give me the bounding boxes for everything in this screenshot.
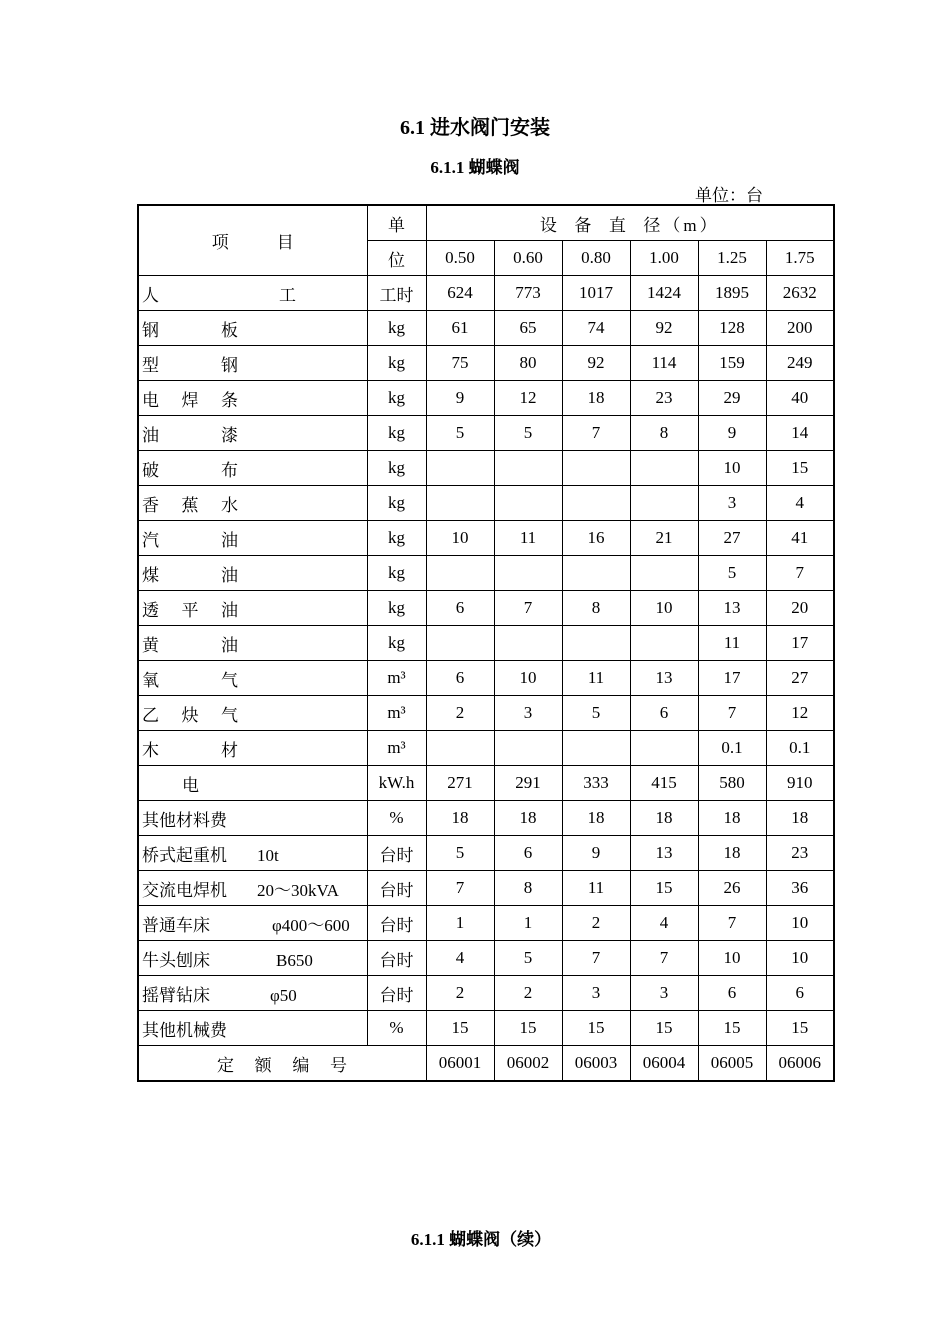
item-name-char: 油 bbox=[221, 565, 238, 585]
value-cell: 23 bbox=[766, 836, 834, 871]
value-cell: 1895 bbox=[698, 276, 766, 311]
value-cell: 10 bbox=[766, 941, 834, 976]
item-name-char: 条 bbox=[221, 390, 238, 410]
table-row bbox=[138, 766, 834, 801]
item-name: 牛头刨床 bbox=[142, 950, 210, 970]
item-name-char: 油 bbox=[221, 600, 238, 620]
table-row bbox=[138, 661, 834, 696]
table-row bbox=[138, 626, 834, 661]
value-cell: 12 bbox=[494, 381, 562, 416]
item-name-char: 气 bbox=[221, 670, 238, 690]
item-name-cell bbox=[138, 836, 367, 871]
value-cell: 6 bbox=[494, 836, 562, 871]
value-cell bbox=[426, 451, 494, 486]
item-name bbox=[142, 281, 296, 306]
item-name bbox=[142, 736, 238, 761]
unit-cell: 工时 bbox=[367, 276, 426, 311]
value-cell: 14 bbox=[766, 416, 834, 451]
table-row bbox=[138, 731, 834, 766]
value-cell: 7 bbox=[562, 416, 630, 451]
header-item-char: 目 bbox=[276, 233, 294, 252]
unit-cell: kg bbox=[367, 311, 426, 346]
item-name-cell bbox=[138, 696, 367, 731]
item-name-char: 氧 bbox=[142, 670, 159, 690]
quota-code-row bbox=[138, 1046, 834, 1082]
header-diameter-group: 设 备 直 径（m） bbox=[426, 205, 834, 241]
value-cell: 13 bbox=[630, 661, 698, 696]
table-row bbox=[138, 556, 834, 591]
value-cell: 15 bbox=[562, 1011, 630, 1046]
value-cell: 15 bbox=[766, 1011, 834, 1046]
item-name-char: 人 bbox=[142, 285, 159, 305]
item-name-char: 钢 bbox=[221, 355, 238, 375]
value-cell: 5 bbox=[494, 941, 562, 976]
item-name bbox=[142, 351, 238, 376]
value-cell: 580 bbox=[698, 766, 766, 801]
value-cell: 36 bbox=[766, 871, 834, 906]
value-cell: 16 bbox=[562, 521, 630, 556]
value-cell: 29 bbox=[698, 381, 766, 416]
table-row bbox=[138, 1011, 834, 1046]
item-name-cell bbox=[138, 381, 367, 416]
value-cell: 7 bbox=[494, 591, 562, 626]
value-cell bbox=[426, 626, 494, 661]
item-spec: φ50 bbox=[270, 985, 297, 1005]
item-name-cell bbox=[138, 731, 367, 766]
unit-cell: 台时 bbox=[367, 836, 426, 871]
value-cell: 3 bbox=[494, 696, 562, 731]
item-name-char: 工 bbox=[279, 285, 296, 305]
item-name-cell bbox=[138, 346, 367, 381]
value-cell: 7 bbox=[562, 941, 630, 976]
quota-code: 06004 bbox=[630, 1046, 698, 1082]
table-row bbox=[138, 451, 834, 486]
value-cell: 415 bbox=[630, 766, 698, 801]
item-name-cell bbox=[138, 521, 367, 556]
item-name-char: 平 bbox=[181, 600, 199, 620]
continued-subtitle: 6.1.1 蝴蝶阀（续） bbox=[410, 1230, 552, 1249]
value-cell: 5 bbox=[426, 836, 494, 871]
value-cell: 18 bbox=[698, 836, 766, 871]
value-cell: 5 bbox=[562, 696, 630, 731]
item-name bbox=[142, 561, 238, 586]
item-name: 其他材料费 bbox=[142, 810, 227, 830]
value-cell: 17 bbox=[698, 661, 766, 696]
item-name-char: 油 bbox=[221, 635, 238, 655]
item-name-cell bbox=[138, 486, 367, 521]
table-row bbox=[138, 906, 834, 941]
value-cell: 27 bbox=[766, 661, 834, 696]
unit-cell: kg bbox=[367, 346, 426, 381]
table-row bbox=[138, 381, 834, 416]
value-cell: 61 bbox=[426, 311, 494, 346]
item-name-cell bbox=[138, 766, 367, 801]
table-row bbox=[138, 486, 834, 521]
quota-code-label-char: 编 bbox=[292, 1055, 310, 1075]
value-cell bbox=[630, 731, 698, 766]
item-name bbox=[142, 701, 238, 726]
value-cell bbox=[562, 451, 630, 486]
value-cell: 13 bbox=[698, 591, 766, 626]
unit-cell: m³ bbox=[367, 696, 426, 731]
unit-cell: 台时 bbox=[367, 941, 426, 976]
quota-code-label bbox=[138, 1046, 426, 1082]
header-row-1 bbox=[138, 205, 834, 241]
item-spec: B650 bbox=[276, 950, 313, 970]
value-cell: 3 bbox=[562, 976, 630, 1011]
value-cell: 11 bbox=[562, 871, 630, 906]
value-cell: 8 bbox=[630, 416, 698, 451]
item-name-char: 木 bbox=[142, 740, 159, 760]
item-name-cell bbox=[138, 556, 367, 591]
item-name-char: 漆 bbox=[221, 425, 238, 445]
item-name: 交流电焊机 bbox=[142, 880, 227, 900]
value-cell: 4 bbox=[426, 941, 494, 976]
unit-cell: kg bbox=[367, 626, 426, 661]
value-cell: 15 bbox=[766, 451, 834, 486]
item-name-cell bbox=[138, 1011, 367, 1046]
item-name-char: 蕉 bbox=[181, 495, 199, 515]
header-unit-bottom: 位 bbox=[367, 241, 426, 276]
unit-cell: m³ bbox=[367, 731, 426, 766]
value-cell: 27 bbox=[698, 521, 766, 556]
quota-code-label-char: 定 bbox=[217, 1055, 234, 1075]
value-cell: 18 bbox=[562, 801, 630, 836]
item-name bbox=[142, 456, 238, 481]
item-name-cell bbox=[138, 871, 367, 906]
unit-cell: kg bbox=[367, 381, 426, 416]
value-cell bbox=[562, 556, 630, 591]
value-cell: 20 bbox=[766, 591, 834, 626]
value-cell: 2 bbox=[426, 976, 494, 1011]
table-row bbox=[138, 591, 834, 626]
value-cell: 40 bbox=[766, 381, 834, 416]
value-cell bbox=[494, 556, 562, 591]
value-cell: 1 bbox=[426, 906, 494, 941]
quota-code: 06001 bbox=[426, 1046, 494, 1082]
value-cell: 65 bbox=[494, 311, 562, 346]
value-cell: 2 bbox=[562, 906, 630, 941]
item-name-char: 炔 bbox=[181, 705, 199, 725]
value-cell bbox=[562, 626, 630, 661]
unit-cell: kg bbox=[367, 416, 426, 451]
value-cell: 18 bbox=[698, 801, 766, 836]
value-cell: 5 bbox=[426, 416, 494, 451]
value-cell: 21 bbox=[630, 521, 698, 556]
value-cell: 1424 bbox=[630, 276, 698, 311]
unit-cell: % bbox=[367, 801, 426, 836]
value-cell: 10 bbox=[494, 661, 562, 696]
value-cell bbox=[426, 556, 494, 591]
item-name-char: 透 bbox=[142, 600, 159, 620]
item-name bbox=[142, 596, 238, 621]
value-cell: 6 bbox=[426, 661, 494, 696]
table-row bbox=[138, 976, 834, 1011]
value-cell: 0.1 bbox=[698, 731, 766, 766]
value-cell: 2632 bbox=[766, 276, 834, 311]
value-cell: 15 bbox=[630, 1011, 698, 1046]
item-name-cell bbox=[138, 661, 367, 696]
value-cell: 624 bbox=[426, 276, 494, 311]
unit-cell: kg bbox=[367, 521, 426, 556]
header-diameter: 0.50 bbox=[426, 241, 494, 276]
unit-cell: kg bbox=[367, 591, 426, 626]
value-cell: 2 bbox=[426, 696, 494, 731]
header-item-char: 项 bbox=[211, 233, 229, 252]
value-cell: 333 bbox=[562, 766, 630, 801]
value-cell: 10 bbox=[766, 906, 834, 941]
value-cell: 10 bbox=[426, 521, 494, 556]
item-name-cell bbox=[138, 416, 367, 451]
item-name: 普通车床 bbox=[142, 915, 210, 935]
value-cell: 12 bbox=[766, 696, 834, 731]
unit-cell: 台时 bbox=[367, 906, 426, 941]
value-cell bbox=[494, 731, 562, 766]
value-cell: 10 bbox=[630, 591, 698, 626]
page-title: 6.1 进水阀门安装 bbox=[400, 117, 550, 139]
item-name-cell bbox=[138, 591, 367, 626]
value-cell: 9 bbox=[562, 836, 630, 871]
table-row bbox=[138, 311, 834, 346]
value-cell: 8 bbox=[494, 871, 562, 906]
header-diameter: 1.75 bbox=[766, 241, 834, 276]
value-cell bbox=[494, 451, 562, 486]
value-cell: 249 bbox=[766, 346, 834, 381]
value-cell: 18 bbox=[494, 801, 562, 836]
value-cell: 10 bbox=[698, 451, 766, 486]
value-cell: 13 bbox=[630, 836, 698, 871]
value-cell: 8 bbox=[562, 591, 630, 626]
unit-cell: 台时 bbox=[367, 976, 426, 1011]
value-cell: 75 bbox=[426, 346, 494, 381]
value-cell: 773 bbox=[494, 276, 562, 311]
table-row bbox=[138, 941, 834, 976]
value-cell: 4 bbox=[766, 486, 834, 521]
item-name-char: 气 bbox=[221, 705, 238, 725]
value-cell: 6 bbox=[698, 976, 766, 1011]
item-name-cell bbox=[138, 311, 367, 346]
unit-cell: kW.h bbox=[367, 766, 426, 801]
value-cell: 74 bbox=[562, 311, 630, 346]
quota-code: 06006 bbox=[766, 1046, 834, 1082]
value-cell: 2 bbox=[494, 976, 562, 1011]
value-cell: 18 bbox=[766, 801, 834, 836]
item-name bbox=[142, 421, 238, 446]
value-cell: 15 bbox=[426, 1011, 494, 1046]
value-cell: 271 bbox=[426, 766, 494, 801]
item-name-cell bbox=[138, 976, 367, 1011]
header-diameter: 0.60 bbox=[494, 241, 562, 276]
value-cell: 23 bbox=[630, 381, 698, 416]
quota-code: 06005 bbox=[698, 1046, 766, 1082]
item-name: 电 bbox=[182, 775, 199, 795]
value-cell bbox=[630, 451, 698, 486]
item-name-cell bbox=[138, 276, 367, 311]
item-name-char: 油 bbox=[221, 530, 238, 550]
value-cell: 7 bbox=[426, 871, 494, 906]
value-cell: 5 bbox=[698, 556, 766, 591]
value-cell: 4 bbox=[630, 906, 698, 941]
value-cell: 3 bbox=[698, 486, 766, 521]
value-cell: 9 bbox=[698, 416, 766, 451]
value-cell bbox=[630, 486, 698, 521]
value-cell: 159 bbox=[698, 346, 766, 381]
value-cell bbox=[494, 486, 562, 521]
value-cell bbox=[630, 626, 698, 661]
unit-cell: % bbox=[367, 1011, 426, 1046]
item-name bbox=[142, 526, 238, 551]
item-spec: 10t bbox=[257, 845, 279, 865]
item-name bbox=[142, 666, 238, 691]
quota-code-label-char: 额 bbox=[254, 1055, 272, 1075]
item-name: 摇臂钻床 bbox=[142, 985, 210, 1005]
value-cell: 80 bbox=[494, 346, 562, 381]
value-cell: 1017 bbox=[562, 276, 630, 311]
table-row bbox=[138, 696, 834, 731]
value-cell: 910 bbox=[766, 766, 834, 801]
quota-code: 06003 bbox=[562, 1046, 630, 1082]
value-cell: 291 bbox=[494, 766, 562, 801]
quota-table bbox=[137, 204, 835, 1082]
item-name: 桥式起重机 bbox=[142, 845, 227, 865]
item-name-char: 煤 bbox=[142, 565, 159, 585]
unit-note: 单位：台 bbox=[695, 186, 763, 205]
item-spec: φ400～600 bbox=[272, 915, 350, 935]
value-cell: 15 bbox=[698, 1011, 766, 1046]
value-cell: 18 bbox=[426, 801, 494, 836]
value-cell: 15 bbox=[630, 871, 698, 906]
item-name-char: 水 bbox=[221, 495, 238, 515]
value-cell: 6 bbox=[766, 976, 834, 1011]
item-name-char: 汽 bbox=[142, 530, 159, 550]
item-name bbox=[142, 491, 238, 516]
table-row bbox=[138, 416, 834, 451]
item-name-cell bbox=[138, 906, 367, 941]
item-name-cell bbox=[138, 801, 367, 836]
value-cell: 7 bbox=[698, 906, 766, 941]
value-cell: 11 bbox=[494, 521, 562, 556]
header-diameter: 1.00 bbox=[630, 241, 698, 276]
item-name-cell bbox=[138, 626, 367, 661]
value-cell bbox=[426, 486, 494, 521]
item-name-char: 乙 bbox=[142, 705, 159, 725]
value-cell bbox=[630, 556, 698, 591]
unit-cell: 台时 bbox=[367, 871, 426, 906]
value-cell: 114 bbox=[630, 346, 698, 381]
value-cell: 7 bbox=[766, 556, 834, 591]
table-row bbox=[138, 801, 834, 836]
quota-table-body bbox=[138, 205, 834, 1081]
quota-code-label-char: 号 bbox=[329, 1055, 347, 1075]
value-cell: 7 bbox=[698, 696, 766, 731]
value-cell: 41 bbox=[766, 521, 834, 556]
value-cell bbox=[426, 731, 494, 766]
value-cell: 11 bbox=[698, 626, 766, 661]
table-row bbox=[138, 521, 834, 556]
value-cell: 11 bbox=[562, 661, 630, 696]
item-name-cell bbox=[138, 451, 367, 486]
unit-cell: kg bbox=[367, 556, 426, 591]
item-name bbox=[142, 316, 238, 341]
item-name bbox=[142, 631, 238, 656]
value-cell: 5 bbox=[494, 416, 562, 451]
item-name-char: 香 bbox=[142, 495, 159, 515]
value-cell: 26 bbox=[698, 871, 766, 906]
header-diameter: 1.25 bbox=[698, 241, 766, 276]
item-name-char: 破 bbox=[142, 460, 159, 480]
item-name-cell bbox=[138, 941, 367, 976]
table-row bbox=[138, 836, 834, 871]
header-item-cell bbox=[138, 205, 367, 276]
item-name-char: 钢 bbox=[142, 320, 159, 340]
table-row bbox=[138, 276, 834, 311]
value-cell bbox=[494, 626, 562, 661]
value-cell: 6 bbox=[426, 591, 494, 626]
value-cell: 200 bbox=[766, 311, 834, 346]
item-name-char: 黄 bbox=[142, 635, 159, 655]
item-name-char: 布 bbox=[221, 460, 238, 480]
unit-cell: kg bbox=[367, 451, 426, 486]
item-name bbox=[142, 386, 238, 411]
value-cell: 9 bbox=[426, 381, 494, 416]
table-row bbox=[138, 871, 834, 906]
item-name-char: 油 bbox=[142, 425, 159, 445]
quota-code: 06002 bbox=[494, 1046, 562, 1082]
value-cell: 92 bbox=[562, 346, 630, 381]
value-cell: 7 bbox=[630, 941, 698, 976]
item-name-char: 板 bbox=[221, 320, 238, 340]
item-name: 其他机械费 bbox=[142, 1020, 227, 1040]
value-cell bbox=[562, 731, 630, 766]
value-cell: 18 bbox=[562, 381, 630, 416]
header-diameter: 0.80 bbox=[562, 241, 630, 276]
section-subtitle: 6.1.1 蝴蝶阀 bbox=[430, 158, 520, 177]
item-name-char: 焊 bbox=[181, 390, 199, 410]
value-cell: 3 bbox=[630, 976, 698, 1011]
item-name-char: 电 bbox=[142, 390, 159, 410]
item-spec: 20～30kVA bbox=[257, 880, 339, 900]
value-cell: 10 bbox=[698, 941, 766, 976]
value-cell: 92 bbox=[630, 311, 698, 346]
item-name-char: 材 bbox=[221, 740, 238, 760]
value-cell: 18 bbox=[630, 801, 698, 836]
value-cell: 17 bbox=[766, 626, 834, 661]
value-cell: 0.1 bbox=[766, 731, 834, 766]
unit-cell: kg bbox=[367, 486, 426, 521]
value-cell bbox=[562, 486, 630, 521]
item-name-char: 型 bbox=[142, 355, 159, 375]
value-cell: 6 bbox=[630, 696, 698, 731]
value-cell: 128 bbox=[698, 311, 766, 346]
header-unit-top: 单 bbox=[367, 205, 426, 241]
table-row bbox=[138, 346, 834, 381]
value-cell: 15 bbox=[494, 1011, 562, 1046]
unit-cell: m³ bbox=[367, 661, 426, 696]
value-cell: 1 bbox=[494, 906, 562, 941]
